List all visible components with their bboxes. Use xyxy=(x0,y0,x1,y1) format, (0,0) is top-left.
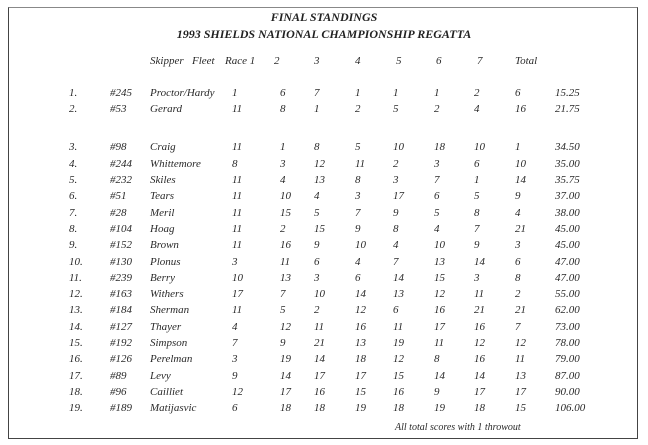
skipper-cell: Simpson xyxy=(150,337,188,349)
race-3-cell: 3 xyxy=(355,190,361,202)
fleet-cell: 11 xyxy=(232,190,243,202)
race-1-cell: 6 xyxy=(280,87,286,99)
total-cell: 55.00 xyxy=(555,288,580,300)
race-4-cell: 18 xyxy=(393,402,404,414)
race-5-cell: 13 xyxy=(434,256,445,268)
fleet-cell: 11 xyxy=(232,141,243,153)
race-7-cell: 3 xyxy=(515,239,521,251)
table-row xyxy=(0,304,648,320)
race-7-cell: 11 xyxy=(515,353,526,365)
total-cell: 47.00 xyxy=(555,272,580,284)
race-2-cell: 4 xyxy=(314,190,320,202)
race-5-cell: 11 xyxy=(434,337,445,349)
skipper-cell: Withers xyxy=(150,288,184,300)
race-7-cell: 6 xyxy=(515,87,521,99)
race-2-cell: 21 xyxy=(314,337,325,349)
sail-number-cell: #96 xyxy=(110,386,127,398)
total-cell: 38.00 xyxy=(555,207,580,219)
race-5-cell: 5 xyxy=(434,207,440,219)
table-row xyxy=(0,386,648,402)
skipper-cell: Tears xyxy=(150,190,175,202)
fleet-cell: 10 xyxy=(232,272,243,284)
race-2-cell: 14 xyxy=(314,353,325,365)
sail-number-cell: #53 xyxy=(110,103,127,115)
race-2-cell: 11 xyxy=(314,321,325,333)
race-7-cell: 21 xyxy=(515,304,526,316)
sail-number-cell: #239 xyxy=(110,272,132,284)
sail-number-cell: #98 xyxy=(110,141,127,153)
race-7-cell: 6 xyxy=(515,256,521,268)
race-2-cell: 1 xyxy=(314,103,320,115)
table-row xyxy=(0,190,648,206)
race-4-cell: 15 xyxy=(393,370,404,382)
header-race4: 4 xyxy=(355,55,361,67)
skipper-cell: Proctor/Hardy xyxy=(150,87,215,99)
skipper-cell: Cailliet xyxy=(150,386,183,398)
race-1-cell: 15 xyxy=(280,207,291,219)
race-6-cell: 12 xyxy=(474,337,485,349)
race-3-cell: 18 xyxy=(355,353,366,365)
header-race7: 7 xyxy=(477,55,483,67)
total-cell: 34.50 xyxy=(555,141,580,153)
sail-number-cell: #244 xyxy=(110,158,132,170)
race-7-cell: 13 xyxy=(515,370,526,382)
skipper-cell: Levy xyxy=(150,370,171,382)
race-3-cell: 17 xyxy=(355,370,366,382)
sail-number-cell: #245 xyxy=(110,87,132,99)
race-6-cell: 3 xyxy=(474,272,480,284)
race-5-cell: 12 xyxy=(434,288,445,300)
race-5-cell: 16 xyxy=(434,304,445,316)
rank-cell: 6. xyxy=(69,190,78,202)
race-4-cell: 5 xyxy=(393,103,399,115)
race-7-cell: 7 xyxy=(515,321,521,333)
total-cell: 45.00 xyxy=(555,239,580,251)
race-5-cell: 14 xyxy=(434,370,445,382)
race-2-cell: 16 xyxy=(314,386,325,398)
race-2-cell: 3 xyxy=(314,272,320,284)
sail-number-cell: #104 xyxy=(110,223,132,235)
race-3-cell: 15 xyxy=(355,386,366,398)
race-1-cell: 4 xyxy=(280,174,286,186)
race-2-cell: 18 xyxy=(314,402,325,414)
race-1-cell: 17 xyxy=(280,386,291,398)
total-cell: 45.00 xyxy=(555,223,580,235)
race-1-cell: 11 xyxy=(280,256,291,268)
rank-cell: 19. xyxy=(69,402,83,414)
header-race5: 5 xyxy=(396,55,402,67)
race-4-cell: 6 xyxy=(393,304,399,316)
race-5-cell: 2 xyxy=(434,103,440,115)
rank-cell: 14. xyxy=(69,321,83,333)
race-4-cell: 16 xyxy=(393,386,404,398)
race-2-cell: 13 xyxy=(314,174,325,186)
fleet-cell: 11 xyxy=(232,174,243,186)
table-row xyxy=(0,87,648,103)
race-3-cell: 5 xyxy=(355,141,361,153)
header-race6: 6 xyxy=(436,55,442,67)
race-3-cell: 12 xyxy=(355,304,366,316)
header-race3: 3 xyxy=(314,55,320,67)
race-2-cell: 10 xyxy=(314,288,325,300)
race-5-cell: 7 xyxy=(434,174,440,186)
race-6-cell: 16 xyxy=(474,353,485,365)
skipper-cell: Craig xyxy=(150,141,176,153)
fleet-cell: 3 xyxy=(232,353,238,365)
rank-cell: 18. xyxy=(69,386,83,398)
race-3-cell: 19 xyxy=(355,402,366,414)
race-4-cell: 10 xyxy=(393,141,404,153)
table-row xyxy=(0,353,648,369)
race-2-cell: 15 xyxy=(314,223,325,235)
rank-cell: 10. xyxy=(69,256,83,268)
race-2-cell: 17 xyxy=(314,370,325,382)
race-6-cell: 4 xyxy=(474,103,480,115)
race-4-cell: 8 xyxy=(393,223,399,235)
footer-note: All total scores with 1 throwout xyxy=(395,422,521,433)
rank-cell: 7. xyxy=(69,207,78,219)
total-cell: 35.00 xyxy=(555,158,580,170)
total-cell: 90.00 xyxy=(555,386,580,398)
rank-cell: 15. xyxy=(69,337,83,349)
fleet-cell: 11 xyxy=(232,223,243,235)
race-7-cell: 14 xyxy=(515,174,526,186)
race-3-cell: 4 xyxy=(355,256,361,268)
race-6-cell: 16 xyxy=(474,321,485,333)
race-4-cell: 3 xyxy=(393,174,399,186)
race-5-cell: 10 xyxy=(434,239,445,251)
race-4-cell: 14 xyxy=(393,272,404,284)
race-6-cell: 14 xyxy=(474,256,485,268)
rank-cell: 2. xyxy=(69,103,78,115)
race-7-cell: 15 xyxy=(515,402,526,414)
race-1-cell: 14 xyxy=(280,370,291,382)
race-1-cell: 18 xyxy=(280,402,291,414)
race-4-cell: 11 xyxy=(393,321,404,333)
sail-number-cell: #28 xyxy=(110,207,127,219)
total-cell: 37.00 xyxy=(555,190,580,202)
skipper-cell: Meril xyxy=(150,207,175,219)
skipper-cell: Thayer xyxy=(150,321,182,333)
race-1-cell: 1 xyxy=(280,141,286,153)
table-row xyxy=(0,402,648,418)
race-3-cell: 10 xyxy=(355,239,366,251)
race-1-cell: 5 xyxy=(280,304,286,316)
rank-cell: 17. xyxy=(69,370,83,382)
race-7-cell: 1 xyxy=(515,141,521,153)
race-6-cell: 5 xyxy=(474,190,480,202)
doc-title: FINAL STANDINGS xyxy=(270,10,378,24)
race-3-cell: 8 xyxy=(355,174,361,186)
race-2-cell: 9 xyxy=(314,239,320,251)
race-2-cell: 12 xyxy=(314,158,325,170)
table-row xyxy=(0,239,648,255)
race-3-cell: 7 xyxy=(355,207,361,219)
race-1-cell: 16 xyxy=(280,239,291,251)
race-4-cell: 12 xyxy=(393,353,404,365)
skipper-cell: Berry xyxy=(150,272,176,284)
sail-number-cell: #189 xyxy=(110,402,132,414)
table-row xyxy=(0,256,648,272)
race-6-cell: 7 xyxy=(474,223,480,235)
race-5-cell: 17 xyxy=(434,321,445,333)
race-5-cell: 1 xyxy=(434,87,440,99)
doc-subtitle: 1993 SHIELDS NATIONAL CHAMPIONSHIP REGATTA xyxy=(176,27,472,41)
race-1-cell: 8 xyxy=(280,103,286,115)
header-total: Total xyxy=(515,55,538,67)
sail-number-cell: #130 xyxy=(110,256,132,268)
fleet-cell: 3 xyxy=(232,256,238,268)
race-4-cell: 17 xyxy=(393,190,404,202)
race-1-cell: 3 xyxy=(280,158,286,170)
race-1-cell: 2 xyxy=(280,223,286,235)
race-7-cell: 8 xyxy=(515,272,521,284)
rank-cell: 13. xyxy=(69,304,83,316)
total-cell: 35.75 xyxy=(555,174,580,186)
rank-cell: 4. xyxy=(69,158,78,170)
race-6-cell: 9 xyxy=(474,239,480,251)
total-cell: 106.00 xyxy=(555,402,586,414)
sail-number-cell: #126 xyxy=(110,353,132,365)
table-row xyxy=(0,158,648,174)
race-4-cell: 4 xyxy=(393,239,399,251)
race-1-cell: 7 xyxy=(280,288,286,300)
race-3-cell: 6 xyxy=(355,272,361,284)
total-cell: 47.00 xyxy=(555,256,580,268)
skipper-cell: Sherman xyxy=(150,304,190,316)
race-4-cell: 2 xyxy=(393,158,399,170)
race-1-cell: 10 xyxy=(280,190,291,202)
header-fleet: Fleet xyxy=(192,55,215,67)
table-row xyxy=(0,337,648,353)
rank-cell: 5. xyxy=(69,174,78,186)
fleet-cell: 9 xyxy=(232,370,238,382)
race-3-cell: 11 xyxy=(355,158,366,170)
race-1-cell: 9 xyxy=(280,337,286,349)
rank-cell: 16. xyxy=(69,353,83,365)
race-2-cell: 2 xyxy=(314,304,320,316)
race-6-cell: 21 xyxy=(474,304,485,316)
total-cell: 15.25 xyxy=(555,87,580,99)
race-6-cell: 6 xyxy=(474,158,480,170)
table-row xyxy=(0,103,648,119)
fleet-cell: 7 xyxy=(232,337,238,349)
skipper-cell: Gerard xyxy=(150,103,182,115)
race-4-cell: 13 xyxy=(393,288,404,300)
race-7-cell: 17 xyxy=(515,386,526,398)
total-cell: 73.00 xyxy=(555,321,580,333)
total-cell: 62.00 xyxy=(555,304,580,316)
race-3-cell: 14 xyxy=(355,288,366,300)
table-row xyxy=(0,288,648,304)
race-1-cell: 19 xyxy=(280,353,291,365)
race-6-cell: 11 xyxy=(474,288,485,300)
sail-number-cell: #152 xyxy=(110,239,132,251)
header-skipper: Skipper xyxy=(150,55,184,67)
sail-number-cell: #232 xyxy=(110,174,132,186)
race-7-cell: 4 xyxy=(515,207,521,219)
race-7-cell: 9 xyxy=(515,190,521,202)
race-1-cell: 12 xyxy=(280,321,291,333)
race-3-cell: 2 xyxy=(355,103,361,115)
fleet-cell: 1 xyxy=(232,87,238,99)
sail-number-cell: #184 xyxy=(110,304,132,316)
skipper-cell: Plonus xyxy=(150,256,181,268)
rank-cell: 8. xyxy=(69,223,78,235)
race-6-cell: 18 xyxy=(474,402,485,414)
fleet-cell: 8 xyxy=(232,158,238,170)
total-cell: 87.00 xyxy=(555,370,580,382)
race-5-cell: 15 xyxy=(434,272,445,284)
race-5-cell: 19 xyxy=(434,402,445,414)
race-6-cell: 1 xyxy=(474,174,480,186)
table-row xyxy=(0,321,648,337)
race-3-cell: 1 xyxy=(355,87,361,99)
fleet-cell: 6 xyxy=(232,402,238,414)
race-1-cell: 13 xyxy=(280,272,291,284)
total-cell: 79.00 xyxy=(555,353,580,365)
skipper-cell: Whittemore xyxy=(150,158,201,170)
race-7-cell: 16 xyxy=(515,103,526,115)
total-cell: 78.00 xyxy=(555,337,580,349)
sail-number-cell: #163 xyxy=(110,288,132,300)
fleet-cell: 11 xyxy=(232,103,243,115)
race-2-cell: 5 xyxy=(314,207,320,219)
race-7-cell: 12 xyxy=(515,337,526,349)
race-3-cell: 13 xyxy=(355,337,366,349)
race-6-cell: 2 xyxy=(474,87,480,99)
race-7-cell: 10 xyxy=(515,158,526,170)
race-7-cell: 2 xyxy=(515,288,521,300)
total-cell: 21.75 xyxy=(555,103,580,115)
race-6-cell: 17 xyxy=(474,386,485,398)
race-5-cell: 8 xyxy=(434,353,440,365)
fleet-cell: 17 xyxy=(232,288,243,300)
skipper-cell: Skiles xyxy=(150,174,176,186)
table-row xyxy=(0,141,648,157)
race-7-cell: 21 xyxy=(515,223,526,235)
header-race2: 2 xyxy=(274,55,280,67)
header-race1: Race 1 xyxy=(225,55,256,67)
fleet-cell: 11 xyxy=(232,239,243,251)
race-5-cell: 18 xyxy=(434,141,445,153)
race-2-cell: 7 xyxy=(314,87,320,99)
fleet-cell: 12 xyxy=(232,386,243,398)
skipper-cell: Perelman xyxy=(150,353,193,365)
race-6-cell: 8 xyxy=(474,207,480,219)
race-5-cell: 4 xyxy=(434,223,440,235)
race-6-cell: 10 xyxy=(474,141,485,153)
table-row xyxy=(0,207,648,223)
sail-number-cell: #192 xyxy=(110,337,132,349)
table-row xyxy=(0,370,648,386)
race-5-cell: 9 xyxy=(434,386,440,398)
fleet-cell: 11 xyxy=(232,304,243,316)
rank-cell: 3. xyxy=(69,141,78,153)
fleet-cell: 11 xyxy=(232,207,243,219)
rank-cell: 11. xyxy=(69,272,82,284)
sail-number-cell: #51 xyxy=(110,190,127,202)
sail-number-cell: #127 xyxy=(110,321,132,333)
race-4-cell: 19 xyxy=(393,337,404,349)
race-3-cell: 16 xyxy=(355,321,366,333)
race-4-cell: 9 xyxy=(393,207,399,219)
race-6-cell: 14 xyxy=(474,370,485,382)
race-2-cell: 8 xyxy=(314,141,320,153)
race-5-cell: 3 xyxy=(434,158,440,170)
table-row xyxy=(0,272,648,288)
race-3-cell: 9 xyxy=(355,223,361,235)
table-row xyxy=(0,174,648,190)
sail-number-cell: #89 xyxy=(110,370,127,382)
fleet-cell: 4 xyxy=(232,321,238,333)
skipper-cell: Hoag xyxy=(150,223,175,235)
race-4-cell: 1 xyxy=(393,87,399,99)
table-row xyxy=(0,223,648,239)
rank-cell: 1. xyxy=(69,87,78,99)
race-2-cell: 6 xyxy=(314,256,320,268)
rank-cell: 12. xyxy=(69,288,83,300)
skipper-cell: Brown xyxy=(150,239,179,251)
race-4-cell: 7 xyxy=(393,256,399,268)
skipper-cell: Matijasvic xyxy=(150,402,197,414)
rank-cell: 9. xyxy=(69,239,78,251)
race-5-cell: 6 xyxy=(434,190,440,202)
